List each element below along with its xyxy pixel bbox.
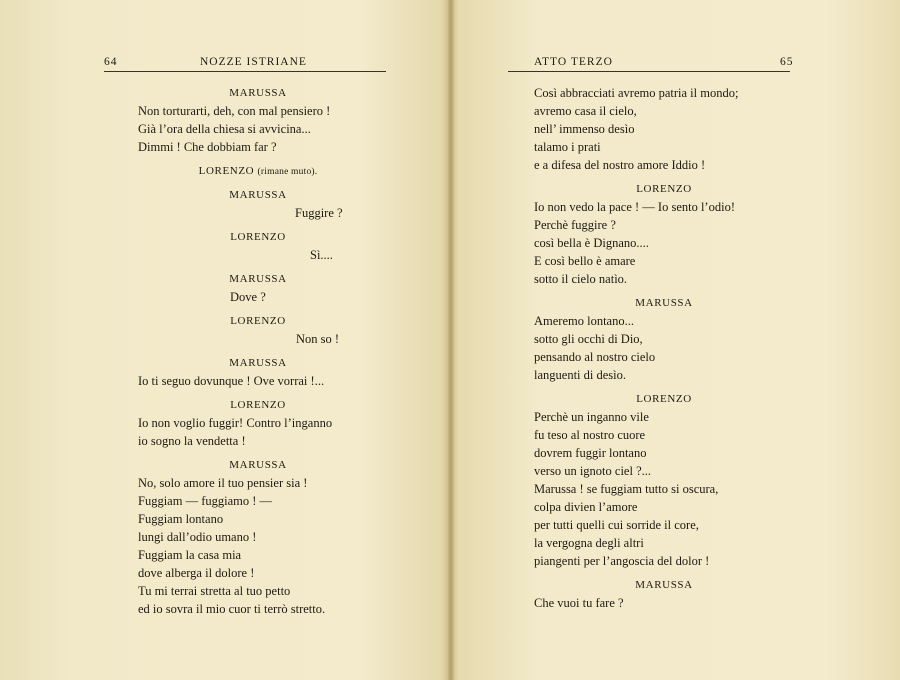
speaker-name: LORENZO xyxy=(636,393,692,405)
speaker-name: MARUSSA xyxy=(229,273,287,285)
running-title: ATTO TERZO xyxy=(534,56,613,68)
verse-line: Tu mi terrai stretta al tuo petto xyxy=(138,584,291,598)
header-rule xyxy=(104,71,386,72)
verse-line: Perchè fuggire ? xyxy=(534,218,616,232)
verse-line: Dimmi ! Che dobbiam far ? xyxy=(138,140,277,154)
verse-line: nell’ immenso desìo xyxy=(534,122,635,136)
verse-line: fu teso al nostro cuore xyxy=(534,428,646,442)
verse-line: Io non voglio fuggir! Contro l’inganno xyxy=(138,416,333,430)
left-text-column xyxy=(138,84,378,618)
verse-line: Non torturarti, deh, con mal pensiero ! xyxy=(138,104,331,118)
verse-line: la vergogna degli altri xyxy=(534,536,644,550)
speaker-name: LORENZO xyxy=(230,231,286,243)
verse-line: piangenti per l’angoscia del dolor ! xyxy=(534,554,710,568)
verse-line: Io non vedo la pace ! — Io sento l’odio! xyxy=(534,200,735,214)
speaker-name: LORENZO xyxy=(636,183,692,195)
verse-line: Sì.... xyxy=(310,248,333,262)
verse-line: io sogno la vendetta ! xyxy=(138,434,246,448)
verse-line: Che vuoi tu fare ? xyxy=(534,596,624,610)
verse-line: avremo casa il cielo, xyxy=(534,104,637,118)
verse-line: Dove ? xyxy=(230,290,266,304)
verse-line: Io ti seguo dovunque ! Ove vorrai !... xyxy=(138,374,325,388)
right-page xyxy=(452,0,900,680)
verse-line: sotto gli occhi di Dio, xyxy=(534,332,643,346)
header-rule xyxy=(508,71,790,72)
page-number: 64 xyxy=(104,56,118,68)
verse-line: e a difesa del nostro amore Iddio ! xyxy=(534,158,706,172)
verse-line: Fuggire ? xyxy=(295,206,343,220)
speaker-name: LORENZO xyxy=(230,315,286,327)
verse-line: Ameremo lontano... xyxy=(534,314,634,328)
verse-line: languenti di desìo. xyxy=(534,368,626,382)
verse-line: ed io sovra il mio cuor ti terrò stretto. xyxy=(138,602,326,616)
verse-line: pensando al nostro cielo xyxy=(534,350,656,364)
speaker-name: LORENZO xyxy=(230,399,286,411)
speaker-name-text: LORENZO xyxy=(198,165,255,177)
verse-line: Fuggiam la casa mia xyxy=(138,548,242,562)
verse-line: così bella è Dignano.... xyxy=(534,236,649,250)
speaker-name: MARUSSA xyxy=(229,87,287,99)
verse-line: No, solo amore il tuo pensier sia ! xyxy=(138,476,308,490)
speaker-name: MARUSSA xyxy=(229,459,287,471)
verse-line: colpa divien l’amore xyxy=(534,500,638,514)
speaker-name: MARUSSA xyxy=(229,357,287,369)
verse-line: dove alberga il dolore ! xyxy=(138,566,255,580)
verse-line: Non so ! xyxy=(296,332,340,346)
right-text-column xyxy=(534,84,794,612)
speaker-name: MARUSSA xyxy=(635,579,693,591)
verse-line: Fuggiam lontano xyxy=(138,512,224,526)
page-number: 65 xyxy=(780,56,794,68)
verse-line: sotto il cielo natìo. xyxy=(534,272,628,286)
verse-line: dovrem fuggir lontano xyxy=(534,446,647,460)
verse-line: Così abbracciati avremo patria il mondo; xyxy=(534,86,739,100)
speaker-name: MARUSSA xyxy=(635,297,693,309)
running-title: NOZZE ISTRIANE xyxy=(200,56,307,68)
verse-line: talamo i prati xyxy=(534,140,601,154)
verse-line: E così bello è amare xyxy=(534,254,636,268)
verse-line: Marussa ! se fuggiam tutto si oscura, xyxy=(534,482,719,496)
verse-line: Già l’ora della chiesa si avvicina... xyxy=(138,122,311,136)
verse-line: lungi dall’odio umano ! xyxy=(138,530,257,544)
verse-line: Fuggiam — fuggiamo ! — xyxy=(138,494,273,508)
speaker-name: MARUSSA xyxy=(229,189,287,201)
verse-line: Perchè un inganno vile xyxy=(534,410,649,424)
stage-direction: (rimane muto). xyxy=(257,167,318,177)
verse-line: per tutti quelli cui sorride il core, xyxy=(534,518,699,532)
verse-line: verso un ignoto ciel ?... xyxy=(534,464,651,478)
speaker-name xyxy=(138,162,378,180)
